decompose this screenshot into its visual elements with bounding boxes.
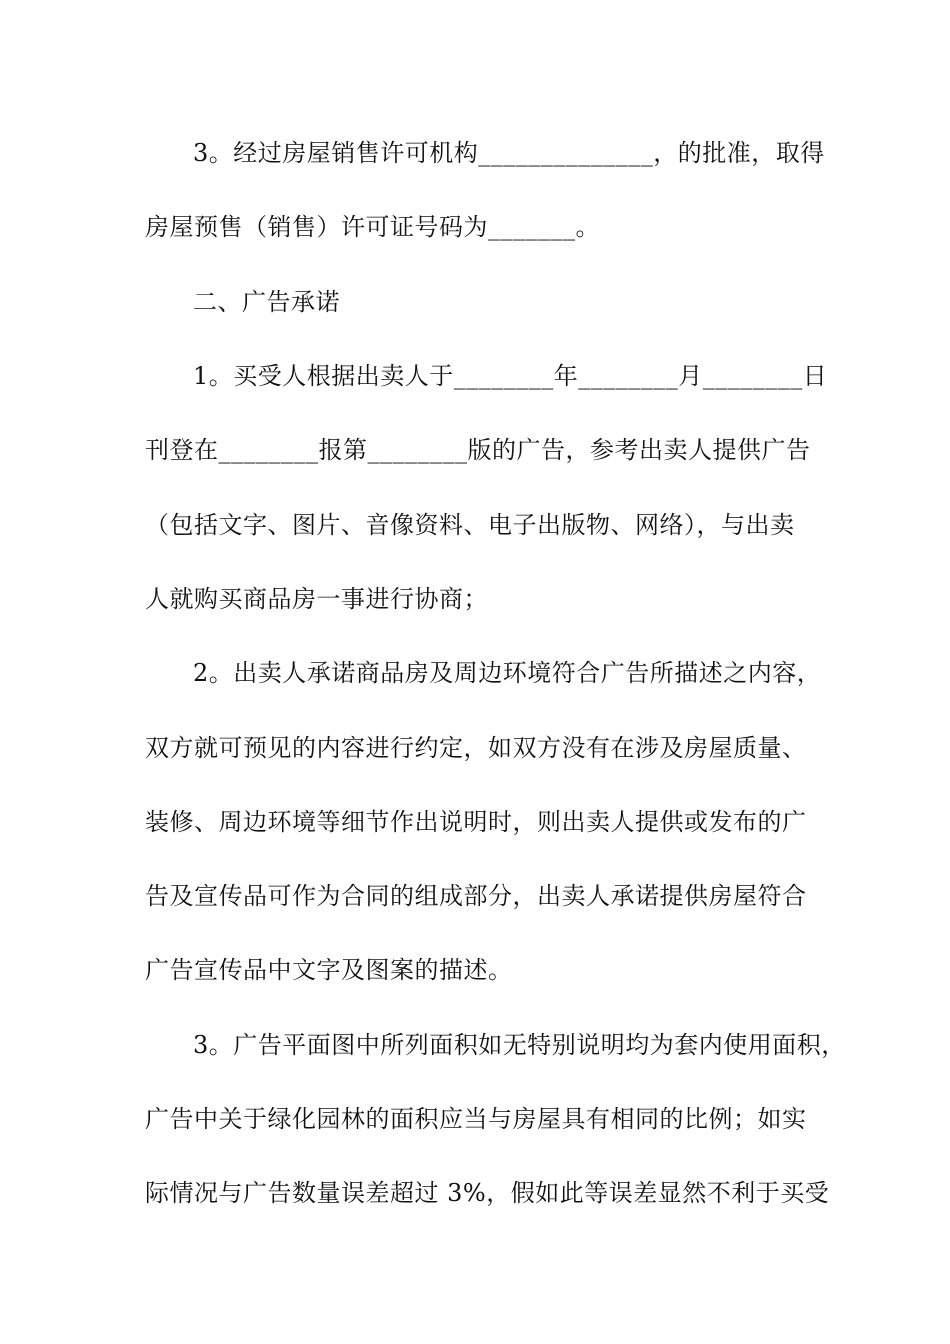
paragraph-line: 人就购买商品房一事进行协商；	[145, 585, 488, 613]
paragraph-line: 3。广告平面图中所列面积如无特别说明均为套内使用面积，	[193, 1031, 846, 1059]
paragraph-line: 双方就可预见的内容进行约定，如双方没有在涉及房屋质量、	[145, 734, 807, 762]
paragraph-line: 3。经过房屋销售许可机构______________，的批准，取得	[193, 139, 825, 167]
paragraph-line: 房屋预售（销售）许可证号码为_______。	[145, 213, 600, 241]
section-heading: 二、广告承诺	[193, 288, 340, 316]
paragraph-line: 告及宣传品可作为合同的组成部分，出卖人承诺提供房屋符合	[145, 882, 807, 910]
paragraph-line: 1。买受人根据出卖人于________年________月________日	[193, 362, 828, 390]
paragraph-line: 广告中关于绿化园林的面积应当与房屋具有相同的比例；如实	[145, 1105, 807, 1133]
paragraph-line: 装修、周边环境等细节作出说明时，则出卖人提供或发布的广	[145, 808, 807, 836]
paragraph-line: 2。出卖人承诺商品房及周边环境符合广告所描述之内容，	[193, 659, 822, 687]
paragraph-line: 广告宣传品中文字及图案的描述。	[145, 956, 513, 984]
paragraph-line: （包括文字、图片、音像资料、电子出版物、网络），与出卖	[145, 511, 795, 539]
paragraph-line: 刊登在________报第________版的广告，参考出卖人提供广告	[145, 436, 811, 464]
paragraph-line: 际情况与广告数量误差超过 3%，假如此等误差显然不利于买受	[145, 1179, 830, 1207]
